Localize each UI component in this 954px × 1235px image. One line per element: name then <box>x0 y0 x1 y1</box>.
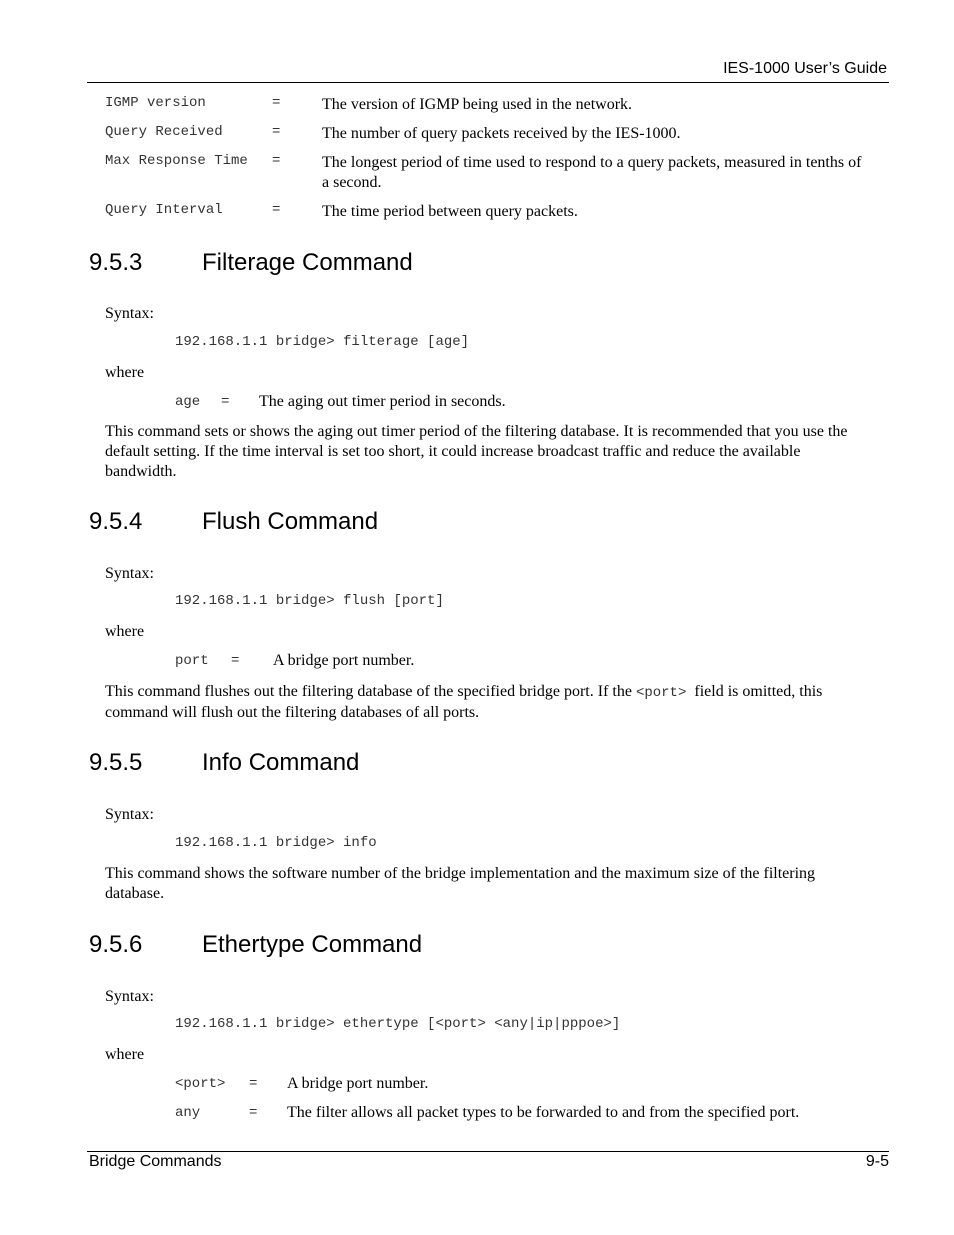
syntax-label: Syntax: <box>105 988 154 1005</box>
command-syntax: 192.168.1.1 bridge> info <box>175 835 377 851</box>
section-number: 9.5.5 <box>89 749 143 776</box>
section-number: 9.5.6 <box>89 931 143 958</box>
table-term: IGMP version <box>105 95 206 111</box>
syntax-label: Syntax: <box>105 305 154 322</box>
where-label: where <box>105 623 145 640</box>
param-desc: A bridge port number. <box>287 1075 429 1092</box>
param-eq: = <box>231 653 240 669</box>
syntax-label: Syntax: <box>105 565 154 582</box>
header-rule <box>87 82 889 83</box>
param-desc: The filter allows all packet types to be forwarded to and from the specified port. <box>287 1104 800 1121</box>
section-title: Ethertype Command <box>202 931 423 958</box>
param-desc: A bridge port number. <box>273 652 415 669</box>
param-term: port <box>175 653 209 669</box>
table-eq: = <box>272 202 281 218</box>
table-desc: The longest period of time used to respond to a query packets, measured in tenths of a second. <box>322 154 862 191</box>
section-number: 9.5.3 <box>89 249 143 276</box>
paragraph-text: This command flushes out the filtering database of the specified bridge port. If the <box>105 683 636 700</box>
syntax-label: Syntax: <box>105 806 154 823</box>
section-paragraph <box>105 682 875 723</box>
where-label: where <box>105 364 145 381</box>
table-eq: = <box>272 95 281 111</box>
table-term: Max Response Time <box>105 153 248 169</box>
section-heading-info <box>89 749 359 777</box>
param-term: age <box>175 394 201 410</box>
param-eq: = <box>249 1076 258 1092</box>
paragraph-text: field is omitted, this command will flush out the filtering databases of all ports. <box>105 683 827 721</box>
table-term: Query Received <box>105 124 223 140</box>
table-term: Query Interval <box>105 202 223 218</box>
section-heading-filterage <box>89 249 413 277</box>
table-desc: The version of IGMP being used in the network. <box>322 96 633 113</box>
section-heading-ethertype <box>89 931 422 959</box>
section-title: Filterage Command <box>202 249 413 276</box>
section-title: Info Command <box>202 749 360 776</box>
table-desc: The time period between query packets. <box>322 203 578 220</box>
command-syntax: 192.168.1.1 bridge> flush [port] <box>175 593 444 609</box>
inline-code: <port> <box>635 685 687 701</box>
footer-rule <box>87 1151 889 1152</box>
param-term: any <box>175 1105 201 1121</box>
table-desc: The number of query packets received by the IES-1000. <box>322 125 681 142</box>
section-paragraph: This command sets or shows the aging out timer period of the filtering database. It is recommended that you use the default setting. If the time interval is set too short, it could increase broadcast traffic and reduce the available bandwidth. <box>105 423 848 480</box>
section-paragraph: This command shows the software number of the bridge implementation and the maximum size of the filtering database. <box>105 865 816 902</box>
command-syntax: 192.168.1.1 bridge> ethertype [<port> <any|ip|pppoe>] <box>175 1016 621 1032</box>
where-label: where <box>105 1046 145 1063</box>
param-eq: = <box>249 1105 258 1121</box>
section-title: Flush Command <box>202 508 379 535</box>
section-number: 9.5.4 <box>89 508 143 535</box>
param-desc: The aging out timer period in seconds. <box>259 393 506 410</box>
command-syntax: 192.168.1.1 bridge> filterage [age] <box>175 334 470 350</box>
table-eq: = <box>272 153 281 169</box>
section-heading-flush <box>89 508 378 536</box>
param-term: <port> <box>175 1076 226 1092</box>
footer-chapter-title: Bridge Commands <box>89 1153 222 1170</box>
running-header-title: IES-1000 User’s Guide <box>723 60 887 77</box>
param-eq: = <box>221 394 230 410</box>
page-number: 9-5 <box>865 1153 889 1170</box>
table-eq: = <box>272 124 281 140</box>
